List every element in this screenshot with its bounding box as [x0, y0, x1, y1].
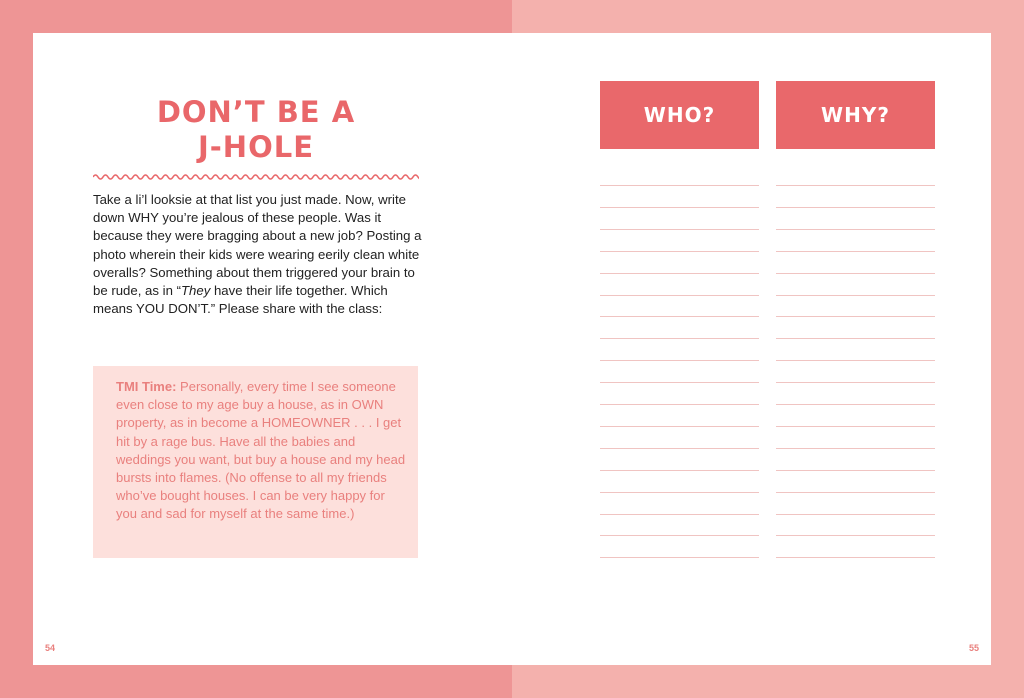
writing-line: [600, 207, 759, 208]
writing-line: [776, 273, 935, 274]
why-writing-lines[interactable]: [776, 149, 935, 569]
writing-line: [600, 514, 759, 515]
writing-line: [600, 295, 759, 296]
writing-line: [776, 492, 935, 493]
writing-line: [776, 338, 935, 339]
who-column: [600, 81, 759, 569]
who-writing-lines[interactable]: [600, 149, 759, 569]
page-title: [93, 95, 419, 165]
writing-line: [776, 295, 935, 296]
writing-line: [600, 229, 759, 230]
book-spread: [33, 33, 991, 665]
writing-line: [776, 404, 935, 405]
writing-line: [600, 251, 759, 252]
writing-line: [600, 557, 759, 558]
why-column: [776, 81, 935, 569]
body-text-part-1: Take a li’l looksie at that list you just made. Now, write down WHY you’re jealous of these people. Was it because they were bragging about a new job? Posting a photo wherein their kids were wearing eerily clean white overalls? Something about them triggered your brain to be rude, as in “: [93, 192, 422, 299]
writing-line: [776, 557, 935, 558]
writing-line: [600, 535, 759, 536]
writing-line: [776, 514, 935, 515]
writing-line: [600, 360, 759, 361]
page-number-right: 55: [968, 643, 979, 653]
page-number-left: 54: [45, 643, 56, 653]
body-paragraph: [93, 191, 423, 318]
writing-line: [600, 470, 759, 471]
writing-line: [600, 382, 759, 383]
writing-line: [776, 207, 935, 208]
tmi-text: [116, 378, 406, 524]
title-line-1: DON’T BE A: [156, 95, 356, 129]
writing-line: [600, 426, 759, 427]
writing-line: [600, 448, 759, 449]
writing-line: [776, 251, 935, 252]
writing-line: [776, 316, 935, 317]
tmi-body: Personally, every time I see someone even close to my age buy a house, as in OWN property, as in become a HOMEOWNER . . . I get hit by a rage bus. Have all the babies and weddings you want, but buy a house and my head bursts into flames. (No offense to all my friends who’ve bought houses. I can be very happy for you and sad for myself at the same time.): [116, 379, 406, 522]
writing-line: [776, 426, 935, 427]
writing-line: [600, 404, 759, 405]
writing-line: [776, 360, 935, 361]
body-text-part-2: have their life together. Which means YOU DON’T.” Please share with the class:: [93, 283, 388, 317]
writing-line: [776, 448, 935, 449]
why-header: WHY?: [776, 81, 935, 149]
tmi-callout-box: [93, 366, 418, 558]
who-header: WHO?: [600, 81, 759, 149]
writing-line: [776, 382, 935, 383]
title-line-2: J-HOLE: [197, 130, 315, 164]
writing-line: [600, 273, 759, 274]
writing-line: [600, 316, 759, 317]
writing-line: [776, 470, 935, 471]
writing-line: [600, 185, 759, 186]
wavy-divider: [93, 172, 419, 182]
writing-line: [776, 185, 935, 186]
tmi-label: TMI Time:: [116, 379, 177, 394]
writing-line: [600, 338, 759, 339]
writing-line: [776, 229, 935, 230]
writing-line: [776, 535, 935, 536]
body-emphasis: They: [180, 283, 211, 299]
writing-line: [600, 492, 759, 493]
